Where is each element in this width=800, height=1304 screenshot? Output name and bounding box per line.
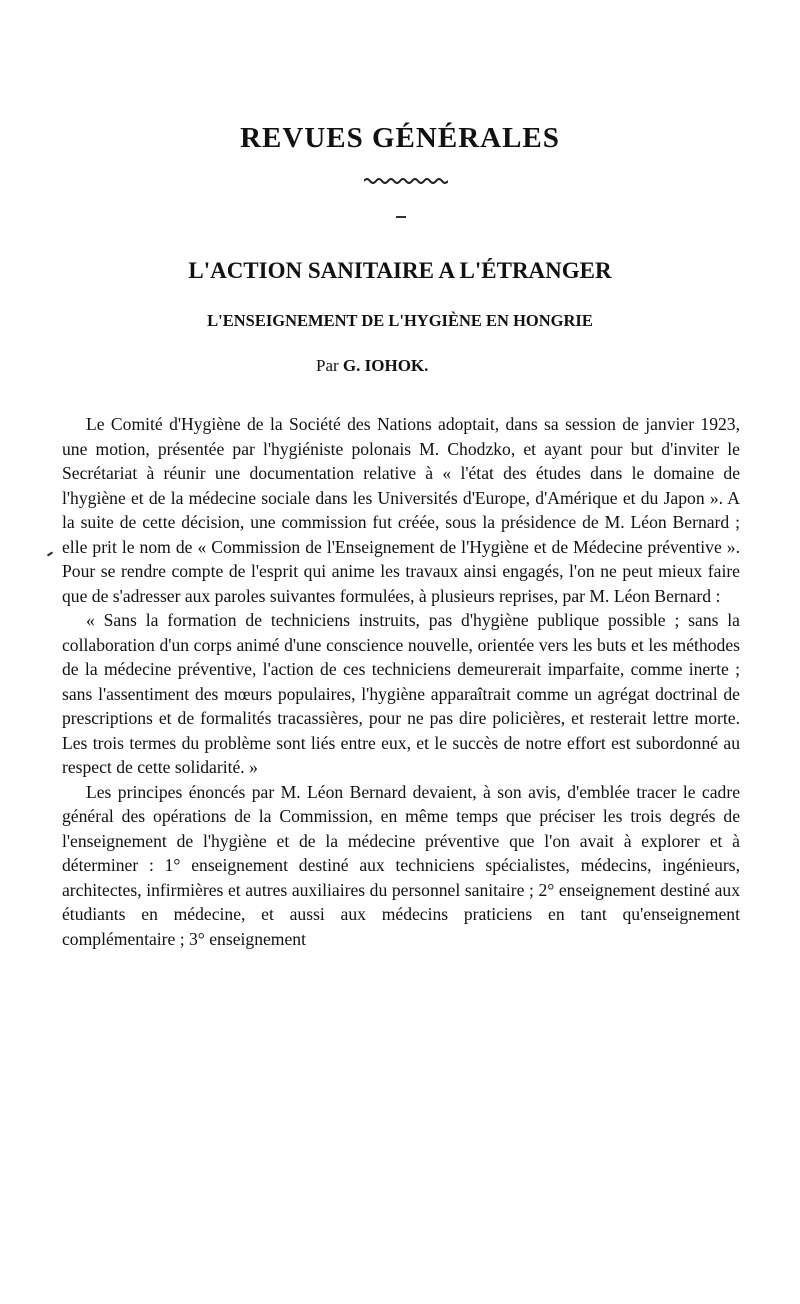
article-subtitle: L'ENSEIGNEMENT DE L'HYGIÈNE EN HONGRIE: [207, 311, 593, 330]
paragraph: Les principes énoncés par M. Léon Bernard devaient, à son avis, d'emblée tracer le cadre général des opérations de la Commission, en même temps que préciser les trois degrés de l'enseignement de l'hygiène et de la médecine préventive que l'on avait à explorer et à déterminer : 1° enseignement destiné aux techniciens spécialistes, médecins, ingénieurs, architectes, infirmières et autres auxiliaires du personnel sanitaire ; 2° enseignement destiné aux étudiants en médecine, et aussi aux médecins praticiens en tant qu'enseignement complémentaire ; 3° enseignement: [62, 781, 740, 949]
separator-dash: [396, 216, 406, 218]
author-name: G. IOHOK.: [342, 356, 429, 375]
byline-prefix: Par: [316, 356, 339, 375]
margin-mark: [47, 551, 53, 556]
article-body: [62, 412, 740, 951]
paragraph-quote: « Sans la formation de techniciens instruits, pas d'hygiène publique possible ; sans la collaboration d'un corps animé d'une conscience nouvelle, orientée vers les buts et les méthodes de la médecine préventive, l'action de ces techniciens demeurerait imparfaite, comme inerte ; sans l'assentiment des mœurs populaires, l'hygiène apparaîtrait comme un agrégat doctrinal de prescriptions et de formalités tracassières, pour ne pas dire policières, et resterait lettre morte. Les trois termes du problème sont liés entre eux, et le succès de notre effort est subordonné au respect de cette solidarité. »: [62, 610, 740, 777]
byline: [316, 356, 428, 376]
article-title: L'ACTION SANITAIRE A L'ÉTRANGER: [188, 258, 612, 283]
paragraph: Le Comité d'Hygiène de la Société des Nations adoptait, dans sa session de janvier 1923, une motion, présentée par l'hygiéniste polonais M. Chodzko, et ayant pour but d'inviter le Secrétariat à réunir une documentation relative à « l'état des études dans le domaine de l'hygiène et de la médecine sociale dans les Universités d'Europe, d'Amérique et du Japon ». A la suite de cette décision, une commission fut créée, sous la présidence de M. Léon Bernard ; elle prit le nom de « Commission de l'Enseignement de l'Hygiène et de Médecine préventive ». Pour se rendre compte de l'esprit qui anime les travaux ainsi engagés, l'on ne peut mieux faire que de s'adresser aux paroles suivantes formulées, à plusieurs reprises, par M. Léon Bernard :: [62, 414, 740, 606]
decorative-rule-icon: [364, 176, 448, 186]
section-title: REVUES GÉNÉRALES: [240, 122, 560, 154]
